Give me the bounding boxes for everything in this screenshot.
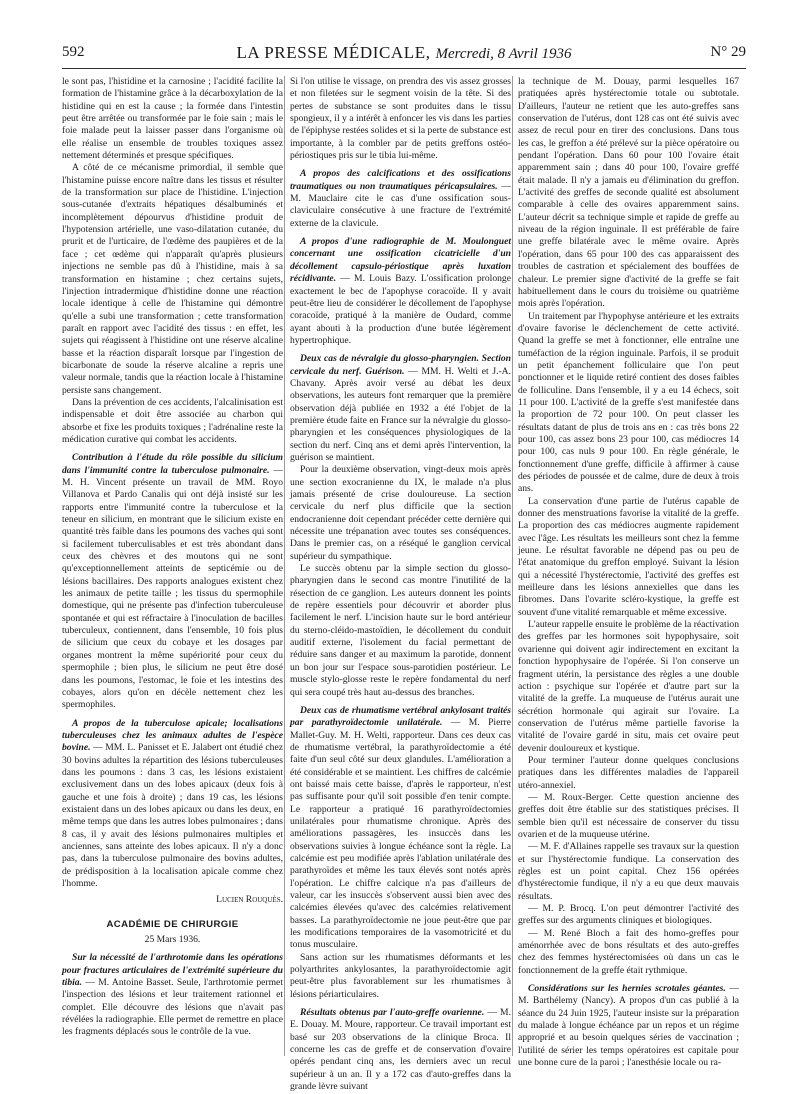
article-nevralgie <box>290 353 511 464</box>
article-title: Contribution à l'étude du rôle possible du silicium dans l'immunité contre la tuberculose pulmonaire. <box>62 452 283 476</box>
article-title: Deux cas de rhumatisme vertébral ankylosant traités par parathyroïdectomie unilatérale. <box>290 704 511 729</box>
discussion-brocq: — M. P. Brocq. L'on peut démontrer l'activité des greffes sur des arguments cliniques et biologiques. <box>518 903 739 927</box>
column-3 <box>518 76 739 1076</box>
article-title: Considérations sur les hernies scrotales géantes. <box>528 983 726 995</box>
article-calcifications <box>290 168 511 230</box>
issue-number: N° 29 <box>710 44 746 60</box>
article-body: — MM. L. Panisset et E. Jalabert ont étudié chez 30 bovins adultes la répartition des lésions tuberculeuses dans les poumons : dans 3 cas, les lésions existaient exclusivement dans un des lobes apicaux (deux fois à gauche et une fois à droite) ; dans 19 cas, les lésions existaient dans un des lobes apicaux ou dans les deux, en même temps que dans les autres lobes pulmonaires ; dans 8 cas, il y avait des lésions pulmonaires multiples et anciennes, sans atteinte des lobes apicaux. Il n'y a donc pas, dans la tuberculose pulmonaire des bovins adultes, de prédisposition à la localisation apicale comme chez l'homme. <box>62 742 283 889</box>
article-title: A propos des calcifications et des ossifications traumatiques ou non traumatiques péricapsulaires. <box>290 168 511 192</box>
author-signature: Lucien Rouquès. <box>216 894 283 906</box>
paragraph: Sans action sur les rhumatismes déformants et les polyarthrites ankylosantes, la parathyroïdectomie agit peut-être plus favorablement sur les rhumatismes à lésions périarticulaires. <box>290 951 511 1000</box>
article-title: Sur la nécessité de l'arthrotomie dans les opérations pour fractures articulaires de l'extrémité supérieure du tibia. <box>62 952 283 989</box>
paragraph: Pour terminer l'auteur donne quelques conclusions pratiques dans les différentes maladies de l'appareil utéro-annexiel. <box>518 754 739 791</box>
paragraph: la technique de M. Douay, parmi lesquelles 167 pratiquées après hystérectomie totale ou subtotale. D'ailleurs, l'auteur ne retient que les auto-greffes sans conservation de l'utérus, dont 128 cas ont été suivis avec assez de recul pour en tirer des conclusions. Dans tous les cas, le greffon a été prélevé sur la pièce opératoire ou pendant l'opération. Dans 60 pour 100 l'ovaire était apparemment sain ; dans 40 pour 100, l'ovaire greffé était malade. Il n'y a jamais eu d'élimination du greffon. L'activité des greffes de seconde qualité est absolument comparable à celle des ovaires apparemment sains. L'auteur décrit sa technique simple et rapide de greffe au niveau de la région inguinale. Il est préférable de faire une greffe bilatérale avec le même ovaire. Après l'opération, dans 65 pour 100 des cas apparaissent des troubles de castration et spécialement des bouffées de chaleur. Le premier signe d'activité de la greffe se fait habituellement dans le cours du troisième ou quatrième mois après l'opération. <box>518 76 739 310</box>
article-body: — M. Mauclaire cite le cas d'une ossification sous-claviculaire consécutive à une fracture de l'extrémité externe de la clavicule. <box>290 180 512 229</box>
paragraph: A côté de ce mécanisme primordial, il semble que l'histamine puisse encore naître dans les tissus et résulter de la transformation sur place de l'histidine. L'injection sous-cutanée d'extraits hépatiques désalbuminés et incomplètement dépourvus d'histidine produit de l'hypotension artérielle, une vaso-dilatation cutanée, du prurit et de l'urticaire, de l'œdème des paupières et de la face ; cet œdème qui n'apparaît qu'après plusieurs injections ne semble pas dû à l'histidine, mais à sa transformation en histamine ; chez certains sujets, l'injection intradermique d'histidine donne une réaction locale identique à celle de l'histamine qui démontre qu'elle a subi une transformation ; cette transformation paraît en rapport avec l'acidité des tissus : en effet, les sujets qui réagissent à l'histidine ont une réserve alcaline basse et la réaction disparaît lorsque par l'ingestion de bicarbonate de soude la réserve alcaline a repris une valeur normale, tandis que la réaction locale à l'histamine persiste sans changement. <box>62 162 283 396</box>
issue-date: Mercredi, 8 Avril 1936 <box>435 46 572 62</box>
article-hernies <box>518 983 739 1069</box>
article-body: — M. Antoine Basset. Seule, l'arthrotomie permet l'inspection des lésions et leur traitement rationnel et complet. Elle découvre des lésions que n'avait pas révélées la radiographie. Elle permet de remettre en place les fragments déplacés sous le contrôle de la vue. <box>62 977 283 1038</box>
page-header <box>62 44 746 66</box>
column-divider <box>284 76 285 1056</box>
paragraph: Un traitement par l'hypophyse antérieure et les extraits d'ovaire favorise le déclenchement de cette activité. Quand la greffe se met à fonctionner, elle entraîne une tuméfaction de la région inguinale. Parfois, il se produit un petit épanchement folliculaire que l'on peut ponctionner et le liquide retiré contient des doses faibles de folliculine. Dans l'ensemble, il y a eu 14 échecs, soit 11 pour 100. L'activité de la greffe s'est manifestée dans la proportion de 72 pour 100. On peut classer les résultats datant de plus de trois ans en : cas très bons 22 pour 100, cas assez bons 23 pour 100, cas médiocres 14 pour 100, cas nuls 9 pour 100. En règle générale, le fonctionnement d'une greffe, difficile à affirmer à cause des périodes de poussée et de calme, dure de deux à trois ans. <box>518 310 739 495</box>
article-body: — M. Barthélemy (Nancy). A propos d'un cas publié à la séance du 24 Juin 1925, l'auteur insiste sur la préparation du malade à longue échéance par un repos et un régime approprié et au besoin quelques séries de vaccination ; l'utilité de sérier les temps opératoires est capitale pour une bonne cure de la paroi ; l'anesthésie locale ou ra- <box>518 983 739 1069</box>
paragraph: Pour la deuxième observation, vingt-deux mois après une section exocranienne du IX, le malade n'a plus jamais présenté de crise douloureuse. La section cervicale du nerf plus difficile que la section endocranienne doit cependant précéder cette dernière qui nécessite une trépanation avec toutes ses conséquences. Dans le premier cas, on a réséqué le ganglion cervical supérieur du sympathique. <box>290 464 511 562</box>
discussion-bloch: — M. René Bloch a fait des homo-greffes pour aménorrhée avec de bons résultats et des auto-greffes chez des femmes hystérectomisées où dans un cas le fonctionnement de la greffe était rythmique. <box>518 927 739 976</box>
paragraph: le sont pas, l'histidine et la carnosine ; l'acidité facilite la formation de l'histamine grâce à la décarboxylation de la histidine qui en est la cause ; la formée dans l'intestin peut être arrêtée ou transformée par le foie sain ; mais le foie malade peut la laisser passer dans l'organisme où elle réalise un ensemble de troubles toxiques assez nettement déterminés et presque spécifiques. <box>62 76 283 162</box>
paragraph: Dans la prévention de ces accidents, l'alcalinisation est indispensable et doit être associée au charbon qui absorbe et fixe les produits toxiques ; l'adrénaline reste la médication curative qui combat les accidents. <box>62 396 283 445</box>
article-body: — M. Louis Bazy. L'ossification prolonge exactement le bec de l'apophyse coracoïde. Il y avait peut-être lieu de considérer le décollement de l'apophyse coracoïde, pratiqué à la manière de Oudard, comme ayant abouti à la production d'une butée légèrement hypertrophique. <box>290 273 511 346</box>
journal-title <box>62 43 746 63</box>
paragraph: Le succès obtenu par la simple section du glosso-pharyngien dans le second cas montre l'inutilité de la résection de ce ganglion. Les auteurs donnent les points de repère essentiels pour découvrir et aborder plus facilement le nerf. L'incision haute sur le bord antérieur du sterno-cléido-mastoïdien, le décollement du conduit auditif externe, l'isolement du facial permettant de réduire sans danger et au maximum la parotide, donnent un bon jour sur l'espace sous-parotidien postérieur. Le muscle stylo-glosse reste le repère fondamental du nerf qui sera coupé très haut au-dessus des branches. <box>290 563 511 698</box>
article-title: A propos d'une radiographie de M. Moulonguet concernant une ossification cicatricielle d'un décollement capsulo-périostique après luxation récidivante. <box>290 236 511 285</box>
article-body: — MM. H. Welti et J.-A. Chavany. Après avoir versé au débat les deux observations, les auteurs font remarquer que la première observation déjà publiée en 1932 a été l'objet de la première étude faite en France sur la névralgie du glosso-pharyngien et les conséquences physiologiques de la section du nerf. Cinq ans et demi après l'intervention, la guérison se maintient. <box>290 365 511 463</box>
article-title: Deux cas de névralgie du glosso-pharyngien. Section cervicale du nerf. Guérison. <box>290 353 511 377</box>
article-rhumatisme <box>290 705 511 952</box>
section-heading: ACADÉMIE DE CHIRURGIE <box>106 918 239 930</box>
article-body: — M. E. Douay. M. Moure, rapporteur. Ce travail important est basé sur 203 observations de la clinique Broca. Il concerne les cas de greffe et de conservation d'ovaire opérés pendant cinq ans, les derniers avec un recul supérieur à un an. Il y a 172 cas d'auto-greffes dans la grande lèvre suivant <box>290 1007 511 1093</box>
article-body: — M. Pierre Mallet-Guy. M. H. Welti, rapporteur. Dans ces deux cas de rhumatisme vertébral, la parathyroïdectomie a été faite d'un seul côté sur deux glandules. L'amélioration a été considérable et se maintient. Les chiffres de calcémie ont baissé mais cette baisse, d'après le rapporteur, n'est pas suffisante pour qu'il soit possible d'en tenir compte. Le rapporteur a pratiqué 16 parathyroïdectomies unilatérales pour rhumatisme chronique. Après des améliorations passagères, les insuccès dans les observations suivies à longue échéance sont la règle. La calcémie est peu modifiée après l'ablation unilatérale des parathyroïdes et même les taux élevés sont notés après l'opération. Le chiffre calcique n'a pas d'ailleurs de valeur, car les insuccès s'observent aussi bien avec des calcémies élevées qu'avec des calcémies relativement basses. La parathyroïdectomie ne joue peut-être que par les modifications temporaires de la vasomotricité et du tonus musculaire. <box>290 717 511 951</box>
discussion-roux-berger: — M. Roux-Berger. Cette question ancienne des greffes doit être établie sur des statistiques précises. Il semble bien qu'il est nécessaire de conserver du tissu ovarien et de la muqueuse utérine. <box>518 791 739 840</box>
column-2 <box>290 76 512 1093</box>
column-1 <box>62 76 283 1076</box>
article-arthrotomie <box>62 952 283 1038</box>
article-body: — M. H. Vincent présente un travail de MM. Royo Villanova et Pardo Canalis qui ont déjà insisté sur les rapports entre l'immunité contre la tuberculose et la teneur en silicium, en montrant que le silicium existe en quantité très faible dans les poumons des vaches qui sont si facilement tuberculisables et est très abondant dans ceux des chèvres et des moutons qui ne sont qu'exceptionnellement atteints de septicémie ou de lésions bacillaires. Des rapports analogues existent chez les animaux de petite taille ; les tissus du spermophile domestique, qui ne présente pas d'infection tuberculeuse spontanée et qui est réfractaire à l'inoculation de bacilles tuberculeux, contiennent, dans l'ensemble, 10 fois plus de silicium que ceux du cobaye et les dosages par organes montrent la même supériorité pour ceux du spermophile ; bien plus, le silicium ne peut être dosé dans les poumons, l'estomac, le foie et les intestins des cobayes, alors qu'on en décèle nettement chez les spermophiles. <box>62 464 283 711</box>
section-date: 25 Mars 1936. <box>144 934 201 946</box>
article-title: A propos de la tuberculose apicale; localisations tuberculeuses chez les animaux adultes de l'espèce bovine. <box>62 717 283 754</box>
journal-name: LA PRESSE MÉDICALE, <box>236 43 431 62</box>
paragraph: Si l'on utilise le vissage, on prendra des vis assez grosses et non filetées sur le segment voisin de la tête. Si des pertes de substance se sont produites dans le tissu spongieux, il y a intérêt à enfoncer les vis dans les parties de l'épiphyse restées solides et si la perte de substance est importante, à la combler par de petits greffons ostéo-périostiques pris sur le tibia lui-même. <box>290 76 511 162</box>
header-rule <box>62 68 746 69</box>
paragraph: L'auteur rappelle ensuite le problème de la réactivation des greffes par les hormones soit hypophysaire, soit ovarienne qui doivent agir indirectement en excitant la fonction hypophysaire de l'opérée. Si l'on conserve un fragment utérin, la persistance des règles a une double action : psychique sur l'opérée et d'autre part sur la vitalité de la greffe. La muqueuse de l'utérus aurait une sécrétion hormonale qui agirait sur l'ovaire. La conservation de l'utérus même partielle favorise la vitalité de l'ovaire gardé in situ, mais cet ovaire peut devenir douloureux et kystique. <box>518 619 739 754</box>
paragraph: La conservation d'une partie de l'utérus capable de donner des menstruations favorise la vitalité de la greffe. La proportion des cas médiocres augmente rapidement avec l'âge. Les résultats les meilleurs sont chez la femme jeune. Le résultat favorable ne dépend pas ou peu de l'état anatomique du greffon employé. Suivant la lésion qui a nécessité l'hystérectomie, l'activité des greffes est meilleure dans les lésions annexielles que dans les fibromes. Dans l'ovarite scléro-kystique, la greffe est souvent d'une vitalité remarquable et même excessive. <box>518 495 739 618</box>
article-silicium <box>62 452 283 711</box>
column-divider <box>512 76 513 1056</box>
article-tuberculose-apicale <box>62 718 283 891</box>
article-autogreffe <box>290 1007 511 1093</box>
page-number: 592 <box>62 44 85 60</box>
article-title: Résultats obtenus par l'auto-greffe ovarienne. <box>300 1007 485 1019</box>
article-radiographie <box>290 236 511 347</box>
discussion-allaines: — M. F. d'Allaines rappelle ses travaux sur la question et sur l'hystérectomie fundique. La conservation des règles est un point capital. Chez 156 opérées d'hystérectomie fundique, il n'y a eu que deux mauvais résultats. <box>518 841 739 902</box>
